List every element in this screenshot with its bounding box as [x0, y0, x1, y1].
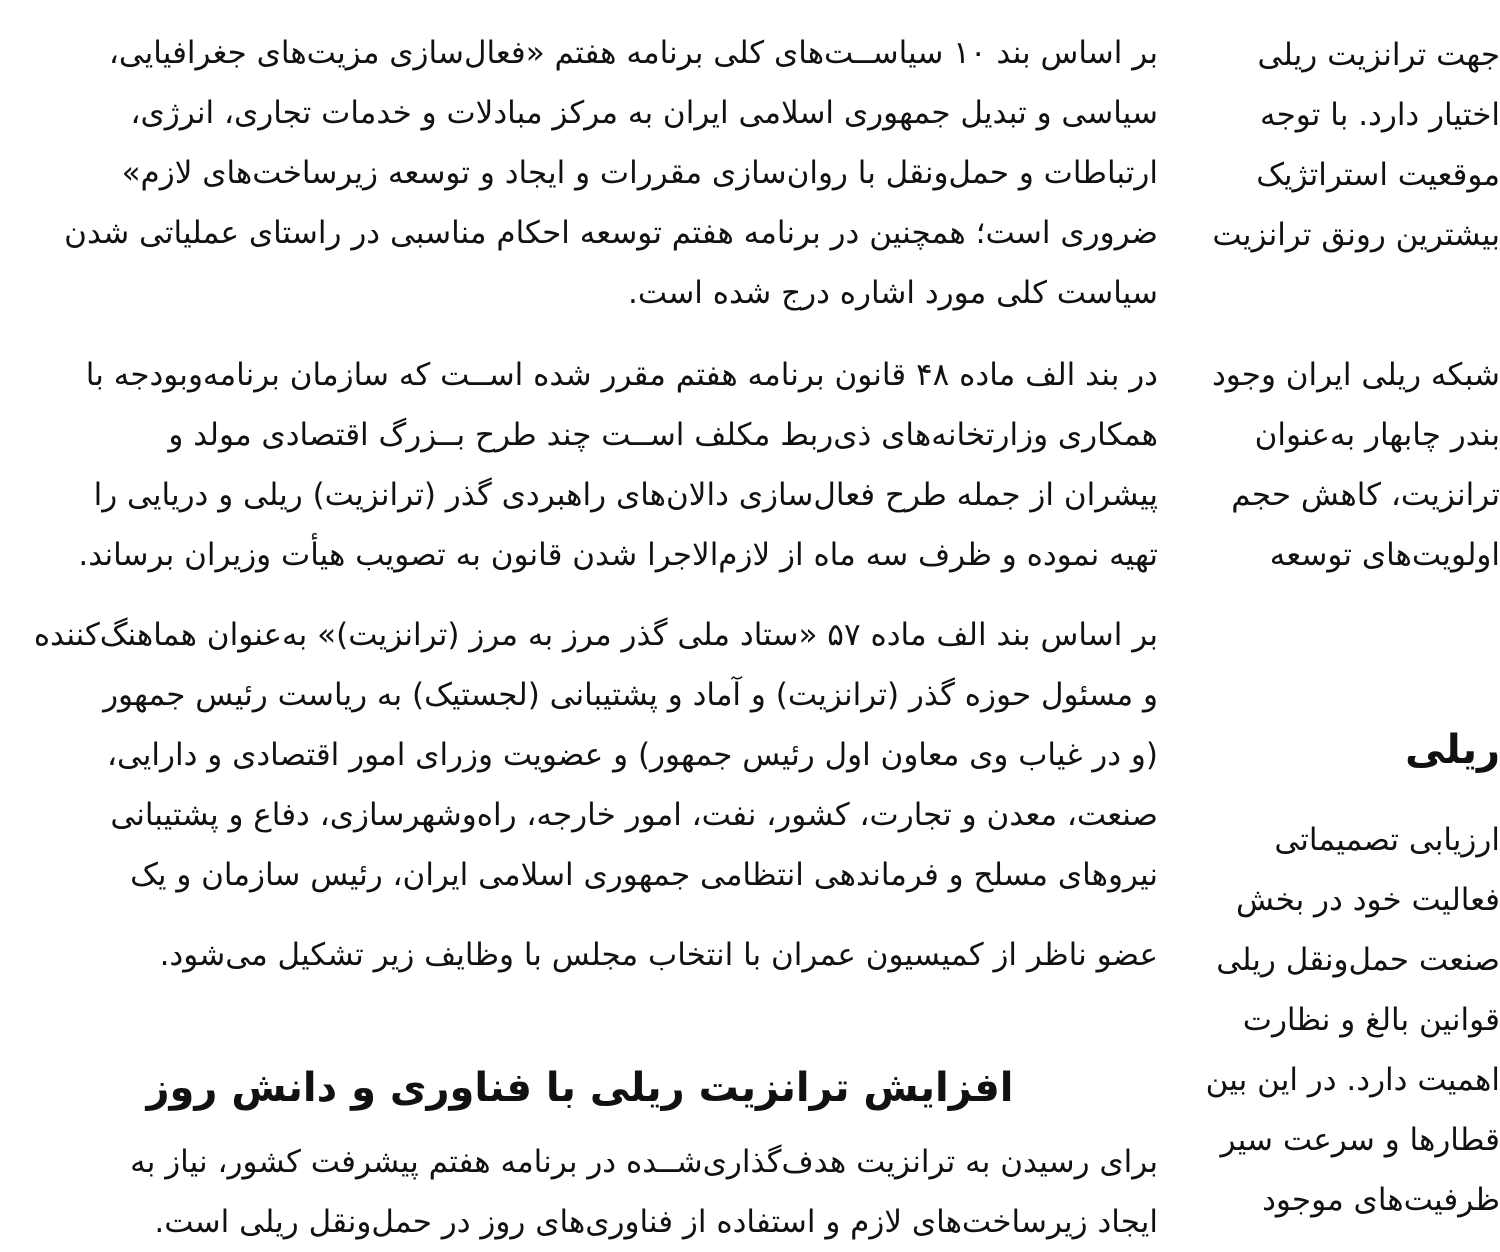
- side-line-3: موقعیت استراتژیک: [1256, 157, 1500, 193]
- main-line-10: بر اساس بند الف ماده ۵۷ «ستاد ملی گذر مرز به مرز (ترانزیت)» به‌عنوان هماهنگ‌کننده: [33, 617, 1158, 653]
- side-line-6: بندر چابهار به‌عنوان: [1254, 417, 1500, 453]
- main-line-1: بر اساس بند ۱۰ سیاســت‌های کلی برنامه هفتم «فعال‌سازی مزیت‌های جغرافیایی،: [108, 35, 1158, 71]
- side-line-9: ارزیابی تصمیماتی: [1274, 822, 1500, 858]
- main-line-12: (و در غیاب وی معاون اول رئیس جمهور) و عضویت وزرای امور اقتصادی و دارایی،: [106, 737, 1158, 773]
- side-line-12: قوانین بالغ و نظارت: [1242, 1002, 1500, 1038]
- main-line-17: ایجاد زیرساخت‌های لازم و استفاده از فناوری‌های روز در حمل‌ونقل ریلی است.: [154, 1204, 1158, 1240]
- main-line-3: ارتباطات و حمل‌ونقل با روان‌سازی مقررات و ایجاد و توسعه زیرساخت‌های لازم»: [121, 155, 1158, 191]
- main-line-5: سیاست کلی مورد اشاره درج شده است.: [628, 275, 1158, 311]
- main-line-9: تهیه نموده و ظرف سه ماه از لازم‌الاجرا شدن قانون به تصویب هیأت وزیران برساند.: [78, 537, 1158, 573]
- main-line-11: و مسئول حوزه گذر (ترانزیت) و آماد و پشتیبانی (لجستیک) به ریاست رئیس جمهور: [103, 677, 1158, 713]
- main-line-2: سیاسی و تبدیل جمهوری اسلامی ایران به مرکز مبادلات و خدمات تجاری، انرژی،: [130, 95, 1158, 131]
- main-line-14: نیروهای مسلح و فرماندهی انتظامی جمهوری اسلامی ایران، رئیس سازمان و یک: [130, 857, 1158, 893]
- side-line-8: اولویت‌های توسعه: [1269, 537, 1500, 573]
- side-line-2: اختیار دارد. با توجه: [1259, 97, 1500, 133]
- side-line-1: جهت ترانزیت ریلی: [1257, 37, 1500, 73]
- side-column: [1205, 0, 1500, 1218]
- main-line-4: ضروری است؛ همچنین در برنامه هفتم توسعه احکام مناسبی در راستای عملیاتی شدن: [64, 215, 1158, 251]
- main-line-13: صنعت، معدن و تجارت، کشور، نفت، امور خارجه، راه‌وشهرسازی، دفاع و پشتیبانی: [110, 797, 1158, 833]
- side-line-11: صنعت حمل‌ونقل ریلی: [1216, 942, 1500, 978]
- side-line-4: بیشترین رونق ترانزیت: [1212, 217, 1500, 253]
- main-line-7: همکاری وزارتخانه‌های ذی‌ربط مکلف اســت چند طرح بــزرگ اقتصادی مولد و: [168, 417, 1158, 453]
- main-line-15: عضو ناظر از کمیسیون عمران با انتخاب مجلس با وظایف زیر تشکیل می‌شود.: [159, 937, 1158, 973]
- section-heading: افزایش ترانزیت ریلی با فناوری و دانش روز: [146, 1065, 1014, 1111]
- side-line-7: ترانزیت، کاهش حجم: [1231, 477, 1500, 513]
- side-line-14: قطارها و سرعت سیر: [1220, 1122, 1500, 1158]
- main-line-6: در بند الف ماده ۴۸ قانون برنامه هفتم مقرر شده اســت که سازمان برنامه‌وبودجه با: [85, 357, 1158, 393]
- side-line-5: شبکه ریلی ایران وجود: [1211, 357, 1500, 393]
- main-line-16: برای رسیدن به ترانزیت هدف‌گذاری‌شــده در برنامه هفتم پیشرفت کشور، نیاز به: [130, 1144, 1158, 1180]
- side-heading: ریلی: [1405, 727, 1500, 773]
- side-line-13: اهمیت دارد. در این بین: [1205, 1062, 1500, 1098]
- main-line-8: پیشران از جمله طرح فعال‌سازی دالان‌های راهبردی گذر (ترانزیت) ریلی و دریایی را: [93, 477, 1158, 513]
- side-line-10: فعالیت خود در بخش: [1236, 882, 1500, 918]
- side-line-15: ظرفیت‌های موجود: [1262, 1182, 1500, 1218]
